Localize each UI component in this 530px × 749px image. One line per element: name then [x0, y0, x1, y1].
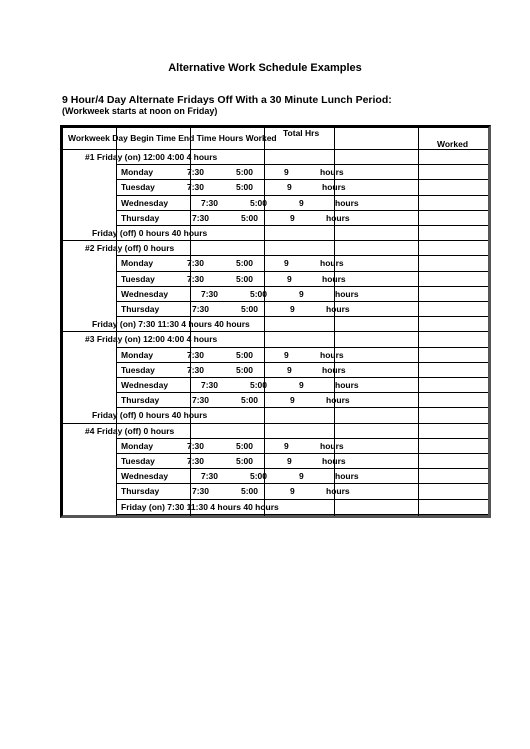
- row-separator: [116, 377, 488, 378]
- row-separator: [116, 255, 488, 256]
- day-name: Tuesday: [121, 456, 155, 466]
- row-separator: [116, 468, 488, 469]
- end-time: 5:00: [250, 289, 268, 299]
- friday-row: Friday (off) 0 hours 40 hours: [92, 228, 208, 238]
- end-time: 5:00: [250, 471, 268, 481]
- hours-unit: hours: [322, 182, 346, 192]
- day-name: Wednesday: [121, 471, 169, 481]
- day-name: Thursday: [121, 395, 160, 405]
- row-separator: [116, 179, 488, 180]
- begin-time: 7:30: [187, 456, 205, 466]
- row-separator: [116, 195, 488, 196]
- hours-value: 9: [290, 304, 295, 314]
- day-name: Monday: [121, 167, 154, 177]
- hours-value: 9: [284, 258, 289, 268]
- hours-unit: hours: [335, 198, 359, 208]
- friday-row: #3 Friday (on) 12:00 4:00 4 hours: [85, 334, 218, 344]
- day-name: Wednesday: [121, 289, 169, 299]
- day-name: Wednesday: [121, 198, 169, 208]
- hours-unit: hours: [335, 380, 359, 390]
- end-time: 5:00: [241, 213, 259, 223]
- begin-time: 7:30: [187, 365, 205, 375]
- hours-unit: hours: [326, 395, 350, 405]
- grid-vline-3: [264, 128, 265, 516]
- header-row-label: Workweek Day Begin Time End Time Hours Worked: [68, 133, 277, 143]
- end-time: 5:00: [250, 380, 268, 390]
- begin-time: 7:30: [187, 441, 205, 451]
- hours-unit: hours: [320, 167, 344, 177]
- hours-unit: hours: [322, 274, 346, 284]
- end-time: 5:00: [241, 395, 259, 405]
- day-name: Tuesday: [121, 274, 155, 284]
- end-time: 5:00: [236, 274, 254, 284]
- hours-unit: hours: [320, 441, 344, 451]
- hours-unit: hours: [320, 258, 344, 268]
- grid-vline-5: [418, 128, 419, 516]
- friday-row: Friday (off) 0 hours 40 hours: [92, 410, 208, 420]
- row-separator: [116, 225, 488, 226]
- day-name: Wednesday: [121, 380, 169, 390]
- begin-time: 7:30: [187, 274, 205, 284]
- document-title: Alternative Work Schedule Examples: [168, 62, 362, 74]
- hours-value: 9: [299, 198, 304, 208]
- row-separator: [116, 392, 488, 393]
- row-separator: [116, 301, 488, 302]
- hours-unit: hours: [320, 350, 344, 360]
- row-separator: [63, 149, 488, 150]
- row-separator: [116, 164, 488, 165]
- begin-time: 7:30: [201, 380, 219, 390]
- row-separator: [116, 499, 488, 500]
- row-separator: [116, 347, 488, 348]
- end-time: 5:00: [236, 182, 254, 192]
- hours-unit: hours: [335, 471, 359, 481]
- day-name: Thursday: [121, 213, 160, 223]
- hours-value: 9: [299, 380, 304, 390]
- end-time: 5:00: [241, 304, 259, 314]
- friday-row: #2 Friday (off) 0 hours: [85, 243, 175, 253]
- hours-unit: hours: [326, 304, 350, 314]
- friday-row: #4 Friday (off) 0 hours: [85, 426, 175, 436]
- end-time: 5:00: [241, 486, 259, 496]
- document-subtitle: 9 Hour/4 Day Alternate Fridays Off With a 30 Minute Lunch Period:: [62, 94, 392, 106]
- end-time: 5:00: [236, 365, 254, 375]
- workweek-note: (Workweek starts at noon on Friday): [62, 106, 218, 116]
- row-separator: [116, 286, 488, 287]
- day-name: Thursday: [121, 486, 160, 496]
- hours-value: 9: [290, 486, 295, 496]
- hours-unit: hours: [322, 456, 346, 466]
- day-name: Thursday: [121, 304, 160, 314]
- end-time: 5:00: [236, 167, 254, 177]
- end-time: 5:00: [250, 198, 268, 208]
- end-time: 5:00: [236, 441, 254, 451]
- header-total-hrs: Total Hrs: [283, 128, 320, 138]
- hours-value: 9: [287, 365, 292, 375]
- row-separator: [116, 210, 488, 211]
- hours-unit: hours: [322, 365, 346, 375]
- day-name: Tuesday: [121, 365, 155, 375]
- hours-value: 9: [287, 456, 292, 466]
- hours-value: 9: [299, 289, 304, 299]
- day-name: Tuesday: [121, 182, 155, 192]
- begin-time: 7:30: [187, 182, 205, 192]
- row-separator: [116, 362, 488, 363]
- begin-time: 7:30: [192, 304, 210, 314]
- row-separator: [63, 240, 488, 241]
- begin-time: 7:30: [187, 350, 205, 360]
- hours-value: 9: [284, 350, 289, 360]
- header-worked: Worked: [437, 139, 469, 149]
- hours-value: 9: [284, 441, 289, 451]
- begin-time: 7:30: [192, 486, 210, 496]
- begin-time: 7:30: [192, 395, 210, 405]
- end-time: 5:00: [236, 456, 254, 466]
- hours-unit: hours: [326, 486, 350, 496]
- begin-time: 7:30: [187, 167, 205, 177]
- begin-time: 7:30: [201, 198, 219, 208]
- hours-value: 9: [290, 213, 295, 223]
- friday-row: #1 Friday (on) 12:00 4:00 4 hours: [85, 152, 218, 162]
- row-separator: [116, 514, 488, 515]
- day-name: Monday: [121, 258, 154, 268]
- hours-value: 9: [284, 167, 289, 177]
- begin-time: 7:30: [187, 258, 205, 268]
- end-time: 5:00: [236, 350, 254, 360]
- day-name: Monday: [121, 350, 154, 360]
- friday-row: Friday (on) 7:30 11:30 4 hours 40 hours: [121, 502, 279, 512]
- row-separator: [116, 316, 488, 317]
- friday-row: Friday (on) 7:30 11:30 4 hours 40 hours: [92, 319, 250, 329]
- row-separator: [116, 483, 488, 484]
- row-separator: [63, 331, 488, 332]
- row-separator: [116, 271, 488, 272]
- day-name: Monday: [121, 441, 154, 451]
- hours-unit: hours: [335, 289, 359, 299]
- begin-time: 7:30: [201, 289, 219, 299]
- hours-value: 9: [299, 471, 304, 481]
- hours-value: 9: [287, 182, 292, 192]
- hours-value: 9: [287, 274, 292, 284]
- hours-value: 9: [290, 395, 295, 405]
- row-separator: [63, 423, 488, 424]
- row-separator: [116, 453, 488, 454]
- row-separator: [116, 438, 488, 439]
- begin-time: 7:30: [201, 471, 219, 481]
- row-separator: [116, 407, 488, 408]
- hours-unit: hours: [326, 213, 350, 223]
- begin-time: 7:30: [192, 213, 210, 223]
- end-time: 5:00: [236, 258, 254, 268]
